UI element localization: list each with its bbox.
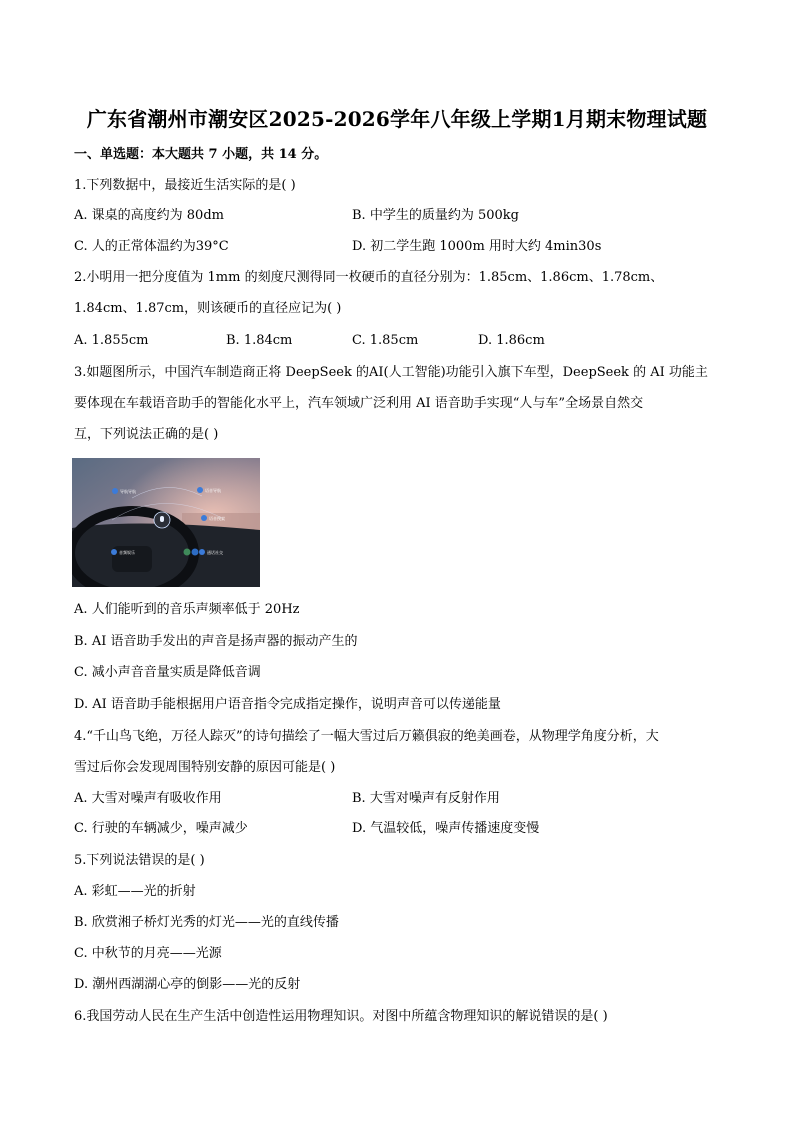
q5-option-d: D. 潮州西湖湖心亭的倒影——光的反射 — [74, 977, 301, 992]
q2-stem-line1: 2.小明用一把分度值为 1mm 的刻度尺测得同一枚硬币的直径分别为：1.85cm、1.86cm、1.78cm、 — [74, 270, 664, 285]
q4-stem-line2: 雪过后你会发现周围特别安静的原因可能是( ) — [74, 760, 336, 775]
q3-stem-line1: 3.如题图所示，中国汽车制造商正将 DeepSeek 的AI(人工智能)功能引入旗下车型，DeepSeek 的 AI 功能主 — [74, 365, 708, 380]
q4-option-d: D. 气温较低，噪声传播速度变慢 — [352, 821, 540, 836]
q4-option-b: B. 大雪对噪声有反射作用 — [352, 791, 500, 806]
photo-label-4: 通话社交 — [207, 550, 223, 555]
photo-label-3: 语音搜索 — [209, 516, 225, 521]
q4-option-a: A. 大雪对噪声有吸收作用 — [74, 791, 222, 806]
q1-option-b: B. 中学生的质量约为 500kg — [352, 208, 519, 223]
q2-stem-line2: 1.84cm、1.87cm，则该硬币的直径应记为( ) — [74, 301, 342, 316]
q1-stem: 1.下列数据中，最接近生活实际的是( ) — [74, 178, 296, 193]
q2-option-a: A. 1.855cm — [74, 333, 149, 348]
q2-option-b: B. 1.84cm — [226, 333, 293, 348]
q1-option-a: A. 课桌的高度约为 80dm — [74, 208, 224, 223]
q1-option-c: C. 人的正常体温约为39°C — [74, 239, 229, 254]
q2-option-c: C. 1.85cm — [352, 333, 419, 348]
q3-option-d: D. AI 语音助手能根据用户语音指令完成指定操作，说明声音可以传递能量 — [74, 697, 501, 712]
q3-option-a: A. 人们能听到的音乐声频率低于 20Hz — [74, 602, 300, 617]
q5-option-a: A. 彩虹——光的折射 — [74, 884, 196, 899]
photo-label-1: 导航导航 — [120, 489, 136, 494]
q1-option-d: D. 初二学生跑 1000m 用时大约 4min30s — [352, 239, 602, 254]
q6-stem: 6.我国劳动人民在生产生活中创造性运用物理知识。对图中所蕴含物理知识的解说错误的是( ) — [74, 1009, 608, 1024]
q3-option-c: C. 减小声音音量实质是降低音调 — [74, 665, 261, 680]
car-ai-voice-illustration — [72, 458, 260, 587]
q3-stem-line2: 要体现在车载语音助手的智能化水平上，汽车领域广泛利用 AI 语音助手实现“人与车”全场景自然交 — [74, 396, 644, 411]
q3-option-b: B. AI 语音助手发出的声音是扬声器的振动产生的 — [74, 634, 358, 649]
q2-option-d: D. 1.86cm — [478, 333, 545, 348]
page-title: 广东省潮州市潮安区2025-2026学年八年级上学期1月期末物理试题 — [86, 107, 708, 131]
q4-option-c: C. 行驶的车辆减少，噪声减少 — [74, 821, 248, 836]
q3-stem-line3: 互，下列说法正确的是( ) — [74, 427, 219, 442]
q5-stem: 5.下列说法错误的是( ) — [74, 853, 205, 868]
q4-stem-line1: 4.“千山鸟飞绝，万径人踪灭”的诗句描绘了一幅大雪过后万籁俱寂的绝美画卷，从物理学角度分析，大 — [74, 729, 659, 744]
photo-label-2: 语音导航 — [205, 488, 221, 493]
q5-option-b: B. 欣赏湘子桥灯光秀的灯光——光的直线传播 — [74, 915, 339, 930]
q5-option-c: C. 中秋节的月亮——光源 — [74, 946, 222, 961]
section-heading: 一、单选题：本大题共 7 小题，共 14 分。 — [74, 147, 328, 162]
car-ai-voice-photo — [72, 458, 260, 587]
photo-label-5: 音频娱乐 — [119, 550, 135, 555]
